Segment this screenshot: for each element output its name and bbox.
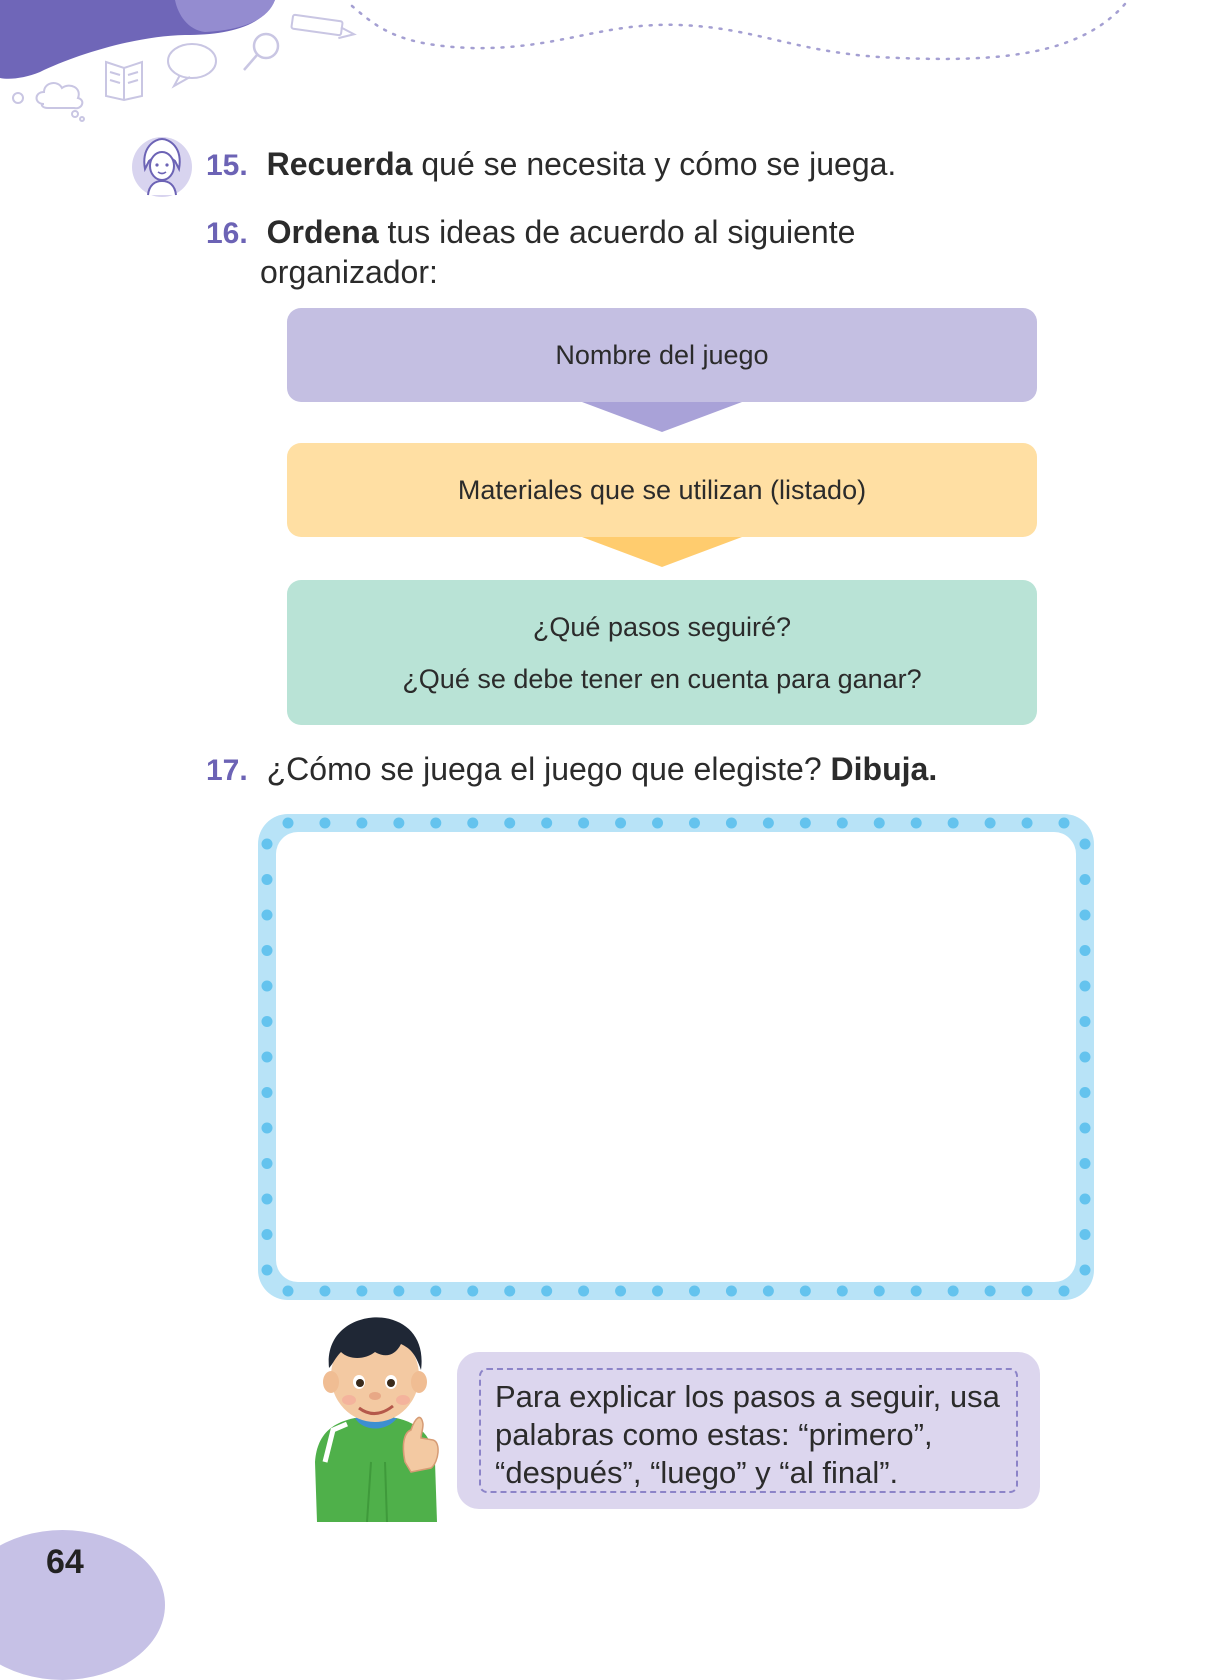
frame-dot: [1080, 1194, 1091, 1205]
frame-dot: [1080, 910, 1091, 921]
frame-dot: [837, 818, 848, 829]
boy-thumbs-up-illustration: [305, 1312, 455, 1522]
frame-dot: [1080, 839, 1091, 850]
frame-dot: [504, 1286, 515, 1297]
frame-dot: [800, 1286, 811, 1297]
frame-dot: [985, 1286, 996, 1297]
frame-dot: [430, 1286, 441, 1297]
organizer-question: ¿Qué se debe tener en cuenta para ganar?: [402, 663, 922, 694]
frame-dot: [262, 910, 273, 921]
frame-dot: [763, 818, 774, 829]
frame-dot: [1059, 1286, 1070, 1297]
frame-dot: [262, 945, 273, 956]
frame-dot: [1080, 1158, 1091, 1169]
frame-dot: [911, 818, 922, 829]
frame-dot: [1080, 874, 1091, 885]
tip-line: “después”, “luego” y “al final”.: [495, 1455, 899, 1490]
frame-dot: [262, 1052, 273, 1063]
instruction-verb: Dibuja.: [830, 751, 938, 787]
frame-dot: [319, 818, 330, 829]
instruction-verb: Recuerda: [266, 146, 413, 182]
frame-dot: [911, 1286, 922, 1297]
frame-dot: [1080, 1265, 1091, 1276]
frame-dot: [652, 818, 663, 829]
frame-dot: [262, 981, 273, 992]
frame-dot: [393, 1286, 404, 1297]
tip-line: Para explicar los pasos a seguir, usa: [495, 1379, 1000, 1414]
organizer-label: Nombre del juego: [555, 340, 769, 370]
instruction-verb: Ordena: [266, 214, 379, 250]
frame-dot: [948, 818, 959, 829]
frame-dot: [726, 818, 737, 829]
frame-dot: [467, 818, 478, 829]
frame-dot: [262, 1194, 273, 1205]
frame-dot: [763, 1286, 774, 1297]
instruction-16-continued: organizador:: [260, 254, 438, 290]
tip-text: [479, 1368, 1018, 1493]
page-number: 64: [46, 1543, 84, 1581]
frame-dot: [800, 818, 811, 829]
frame-dot: [504, 818, 515, 829]
frame-dot: [1059, 818, 1070, 829]
tip-bubble: [457, 1352, 1040, 1509]
frame-dot: [689, 818, 700, 829]
frame-dot: [1080, 981, 1091, 992]
frame-dot: [1080, 1052, 1091, 1063]
frame-dot: [1080, 1016, 1091, 1027]
frame-dot: [1080, 1229, 1091, 1240]
frame-dot: [262, 839, 273, 850]
instruction-text: qué se necesita y cómo se juega.: [412, 146, 897, 182]
frame-dot: [1080, 1087, 1091, 1098]
item-number: 15.: [206, 149, 248, 182]
organizer-question: ¿Qué pasos seguiré?: [532, 611, 792, 642]
frame-dot: [578, 818, 589, 829]
frame-dot: [283, 818, 294, 829]
frame-dot: [319, 1286, 330, 1297]
frame-dot: [262, 1265, 273, 1276]
frame-dot: [948, 1286, 959, 1297]
frame-dot: [262, 1123, 273, 1134]
organizer-label: Materiales que se utilizan (listado): [457, 475, 867, 505]
frame-dot: [689, 1286, 700, 1297]
item-number: 17.: [206, 754, 248, 787]
frame-dot: [837, 1286, 848, 1297]
frame-dot: [541, 1286, 552, 1297]
item-number: 16.: [206, 217, 248, 250]
frame-dot: [262, 1016, 273, 1027]
frame-dot: [467, 1286, 478, 1297]
frame-dot: [393, 818, 404, 829]
frame-dot: [262, 1229, 273, 1240]
frame-dot: [1080, 1123, 1091, 1134]
frame-dot: [541, 818, 552, 829]
frame-dot: [1022, 1286, 1033, 1297]
frame-dot: [874, 1286, 885, 1297]
frame-dot: [615, 1286, 626, 1297]
frame-dot: [615, 818, 626, 829]
frame-dot: [652, 1286, 663, 1297]
frame-dot: [985, 818, 996, 829]
frame-dot: [1080, 945, 1091, 956]
frame-dot: [262, 1158, 273, 1169]
frame-dot: [262, 874, 273, 885]
frame-dot: [356, 818, 367, 829]
frame-dot: [283, 1286, 294, 1297]
instruction-text: tus ideas de acuerdo al siguiente: [378, 214, 856, 250]
frame-dot: [356, 1286, 367, 1297]
frame-dot: [726, 1286, 737, 1297]
frame-dot: [874, 818, 885, 829]
frame-dot: [578, 1286, 589, 1297]
instruction-text: ¿Cómo se juega el juego que elegiste?: [266, 751, 831, 787]
tip-line: palabras como estas: “primero”,: [495, 1417, 933, 1452]
frame-dot: [430, 818, 441, 829]
frame-dot: [262, 1087, 273, 1098]
frame-dot: [1022, 818, 1033, 829]
